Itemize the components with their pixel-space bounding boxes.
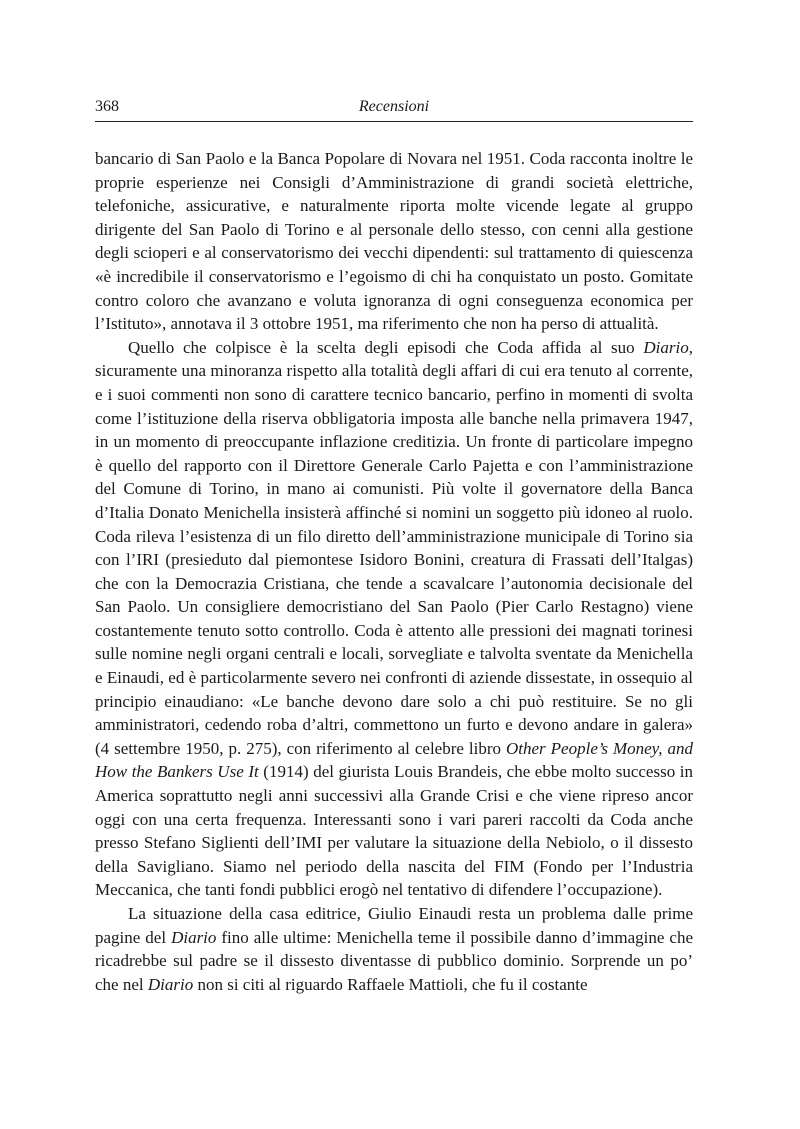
paragraph-1: [95, 147, 693, 336]
paragraph-3: [95, 902, 693, 996]
text-run: bancario di San Paolo e la Banca Popolare di Novara nel 1951. Coda racconta inoltre le proprie esperienze nei Consigli d’Amministrazione di grandi società elettriche, telefoniche, assicurative, e naturalmente riporta molte vicende legate al gruppo dirigente del San Paolo di Torino e al personale dello stesso, con cenni alla gestione degli scioperi e al conservatorismo dei vecchi dipendenti: sul trattamento di quiescenza «è incredibile il conservatorismo e l’egoismo di chi ha conquistato un posto. Gomitate contro coloro che avanzano e voluta ignoranza di ogni conseguenza economica per l’Istituto», annotava il 3 ottobre 1951, ma riferimento che non ha perso di attualità.: [95, 149, 693, 334]
text-run: Quello che colpisce è la scelta degli episodi che Coda affida al suo: [128, 337, 644, 357]
book-title-other-peoples-money: Other People’s Money, and How the Bankers Use It: [95, 738, 693, 782]
text-run: La situazione della casa editrice, Giulio Einaudi resta un problema dalle prime pagine del: [95, 904, 693, 947]
text-run: , sicuramente una minoranza rispetto alla totalità degli affari di cui era tenuto al corrente, e i suoi commenti non sono di carattere tecnico bancario, perfino in momenti di svolta come l’istituzione della riserva obbligatoria imposta alle banche nella primavera 1947, in un momento di preoccupante inflazione creditizia. Un fronte di particolare impegno è quello del rapporto con il Direttore Generale Carlo Pajetta e con l’amministrazione del Comune di Torino, in mano ai comunisti. Più volte il governatore della Banca d’Italia Donato Menichella insisterà affinché si nomini un soggetto più idoneo al ruolo. Coda rileva l’esistenza di un filo diretto dell’amministrazione municipale di Torino sia con l’IRI (presieduto dal piemontese Isidoro Bonini, creatura di Frassati dell’Italgas) che con la Democrazia Cristiana, che tende a scavalcare l’autonomia decisionale del San Paolo. Un consigliere democristiano del San Paolo (Pier Carlo Restagno) viene costantemente tenuto sotto controllo. Coda è attento alle pressioni dei magnati torinesi sulle nomine negli organi centrali e locali, sorvegliate e talvolta sventate da Menichella e Einaudi, ed è particolarmente severo nei confronti di aziende dissestate, in ossequio al principio einaudiano: «Le banche devono dare solo a chi può restituire. Se no gli amministratori, cedendo roba d’altri, commettono un furto e devono andare in galera» (4 settembre 1950, p. 275), con riferimento al celebre libro: [95, 337, 693, 758]
text-run: non si citi al riguardo Raffaele Mattioli, che fu il costante: [193, 974, 588, 994]
book-title-diario: Diario: [147, 974, 194, 994]
paragraph-2: [95, 336, 693, 902]
page-number: 368: [95, 98, 119, 115]
book-title-diario: Diario: [171, 927, 217, 947]
text-run: (1914) del giurista Louis Brandeis, che ebbe molto successo in America soprattutto negli anni successivi alla Grande Crisi e che viene ripreso ancor oggi con una certa frequenza. Interessanti sono i vari pareri raccolti da Coda anche presso Stefano Siglienti dell’IMI per valutare la situazione della Nebiolo, o il dissesto della Savigliano. Siamo nel periodo della nascita del FIM (Fondo per l’Industria Meccanica, che tanti fondi pubblici erogò nel tentativo di difendere l’occupazione).: [95, 762, 693, 900]
running-title: Recensioni: [358, 98, 430, 115]
review-body: [95, 147, 693, 996]
text-run: fino alle ultime: Menichella teme il possibile danno d’immagine che ricadrebbe sul padre se il dissesto diventasse di pubblico dominio. Sorprende un po’ che nel: [95, 927, 693, 994]
book-title-diario: Diario: [643, 337, 689, 357]
page-header: [95, 94, 693, 120]
header-rule: [95, 121, 693, 122]
